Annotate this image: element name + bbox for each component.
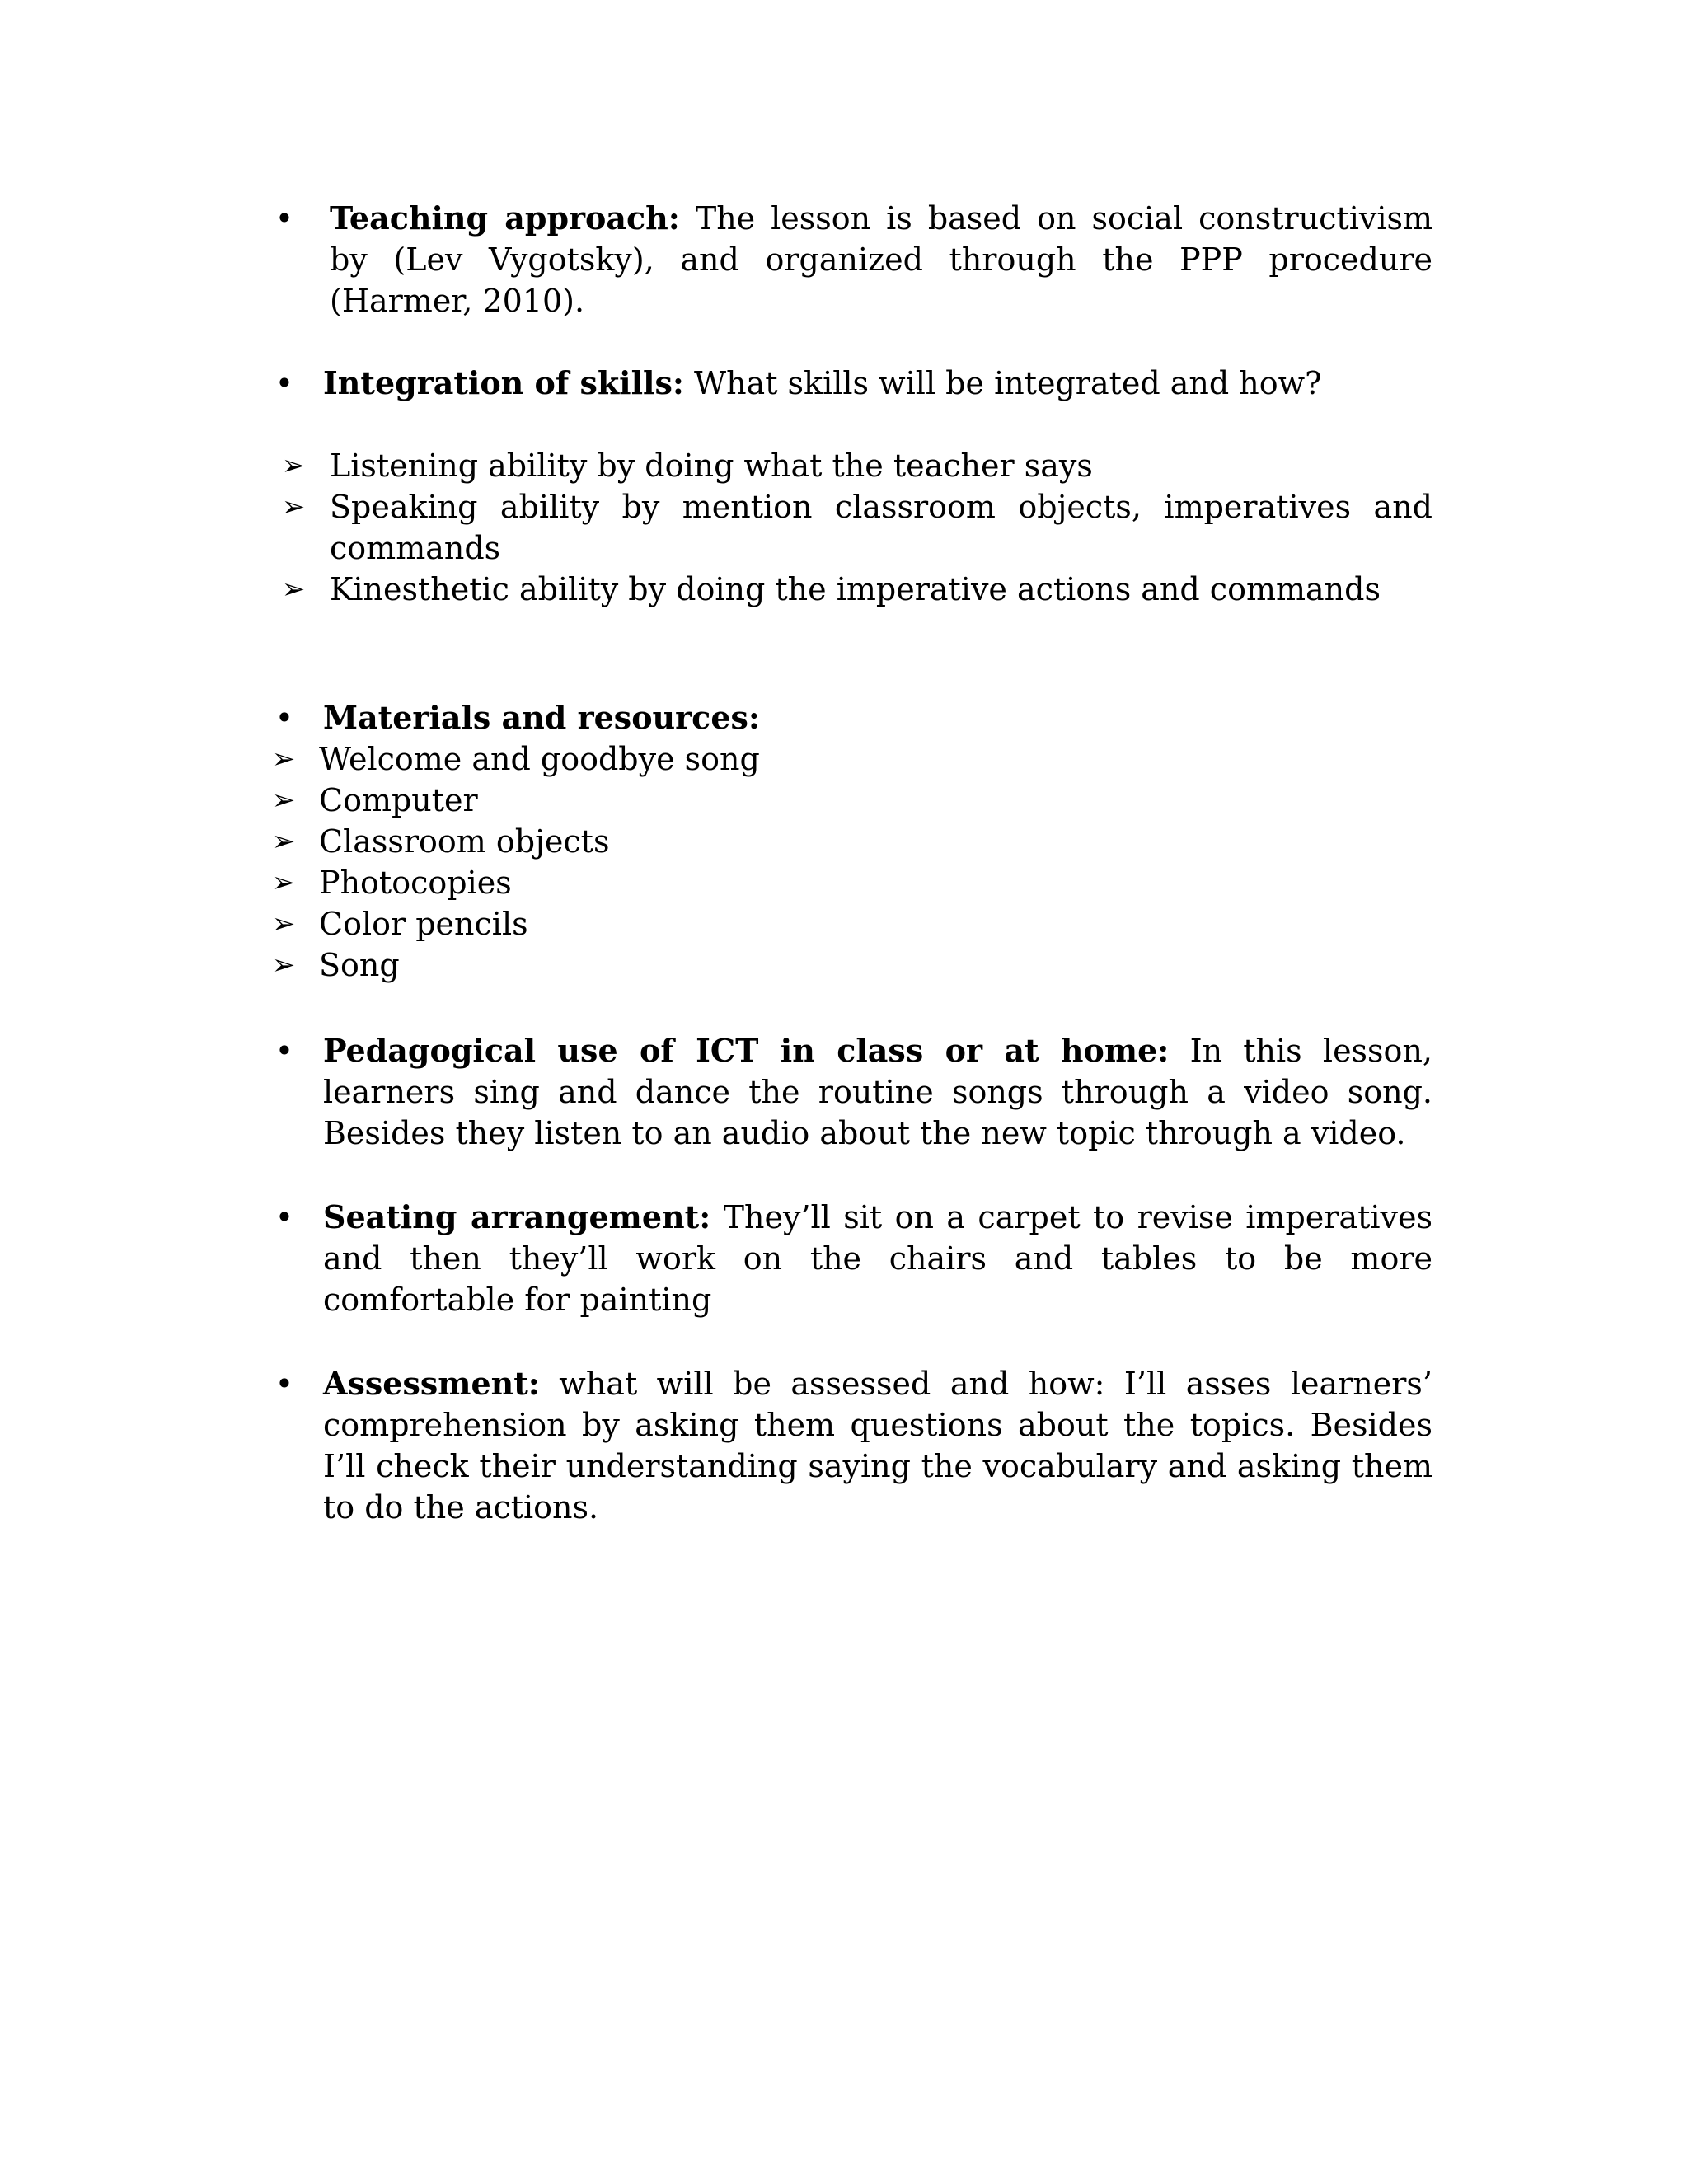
material-item: Color pencils xyxy=(319,906,528,942)
assessment-text: what will be assessed and how: I’ll asses learners’ comprehension by asking them questions about the topics. Besides I’ll check their understanding saying the vocabulary and asking them to do the actions. xyxy=(323,1366,1432,1526)
arrow-bullet-icon: ➢ xyxy=(271,825,296,858)
bullet-icon: • xyxy=(274,200,294,237)
material-item: Computer xyxy=(319,782,478,818)
integration-of-skills-paragraph xyxy=(323,363,1322,404)
arrow-bullet-icon: ➢ xyxy=(281,490,306,523)
arrow-bullet-icon: ➢ xyxy=(271,949,296,982)
material-item: Photocopies xyxy=(319,865,512,901)
bullet-icon: • xyxy=(274,365,294,401)
arrow-bullet-icon: ➢ xyxy=(281,449,306,482)
arrow-bullet-icon: ➢ xyxy=(281,573,306,606)
teaching-approach-paragraph xyxy=(330,198,1432,321)
bullet-icon: • xyxy=(274,1033,294,1069)
bullet-icon: • xyxy=(274,700,294,736)
arrow-bullet-icon: ➢ xyxy=(271,784,296,817)
skill-item: Kinesthetic ability by doing the imperative actions and commands xyxy=(330,571,1381,607)
bullet-icon: • xyxy=(274,1366,294,1402)
arrow-bullet-icon: ➢ xyxy=(271,866,296,899)
seating-text: They’ll sit on a carpet to revise imperatives and then they’ll work on the chairs and tables to be more comfortable for painting xyxy=(323,1199,1432,1318)
ict-paragraph xyxy=(323,1030,1432,1154)
teaching-approach-text: The lesson is based on social constructivism by (Lev Vygotsky), and organized through the PPP procedure (Harmer, 2010). xyxy=(330,200,1433,319)
teaching-approach-label: Teaching approach: xyxy=(330,199,680,237)
ict-label: Pedagogical use of ICT in class or at home: xyxy=(323,1032,1170,1069)
skill-item: Speaking ability by mention classroom objects, imperatives and commands xyxy=(330,489,1432,566)
arrow-bullet-icon: ➢ xyxy=(271,743,296,776)
arrow-bullet-icon: ➢ xyxy=(271,907,296,940)
assessment-paragraph xyxy=(323,1363,1432,1528)
seating-label: Seating arrangement: xyxy=(323,1198,711,1235)
assessment-label: Assessment: xyxy=(323,1365,540,1402)
integration-of-skills-text: What skills will be integrated and how? xyxy=(694,365,1322,401)
seating-paragraph xyxy=(323,1197,1432,1320)
integration-of-skills-label: Integration of skills: xyxy=(323,364,684,401)
material-item: Welcome and goodbye song xyxy=(319,741,760,777)
material-item: Song xyxy=(319,947,400,983)
skill-item: Listening ability by doing what the teacher says xyxy=(330,448,1093,484)
bullet-icon: • xyxy=(274,1199,294,1235)
ict-text: In this lesson, learners sing and dance the routine songs through a video song. Besides they listen to an audio about the new topic through a video. xyxy=(323,1033,1432,1151)
material-item: Classroom objects xyxy=(319,823,610,860)
materials-label: Materials and resources: xyxy=(323,699,760,736)
